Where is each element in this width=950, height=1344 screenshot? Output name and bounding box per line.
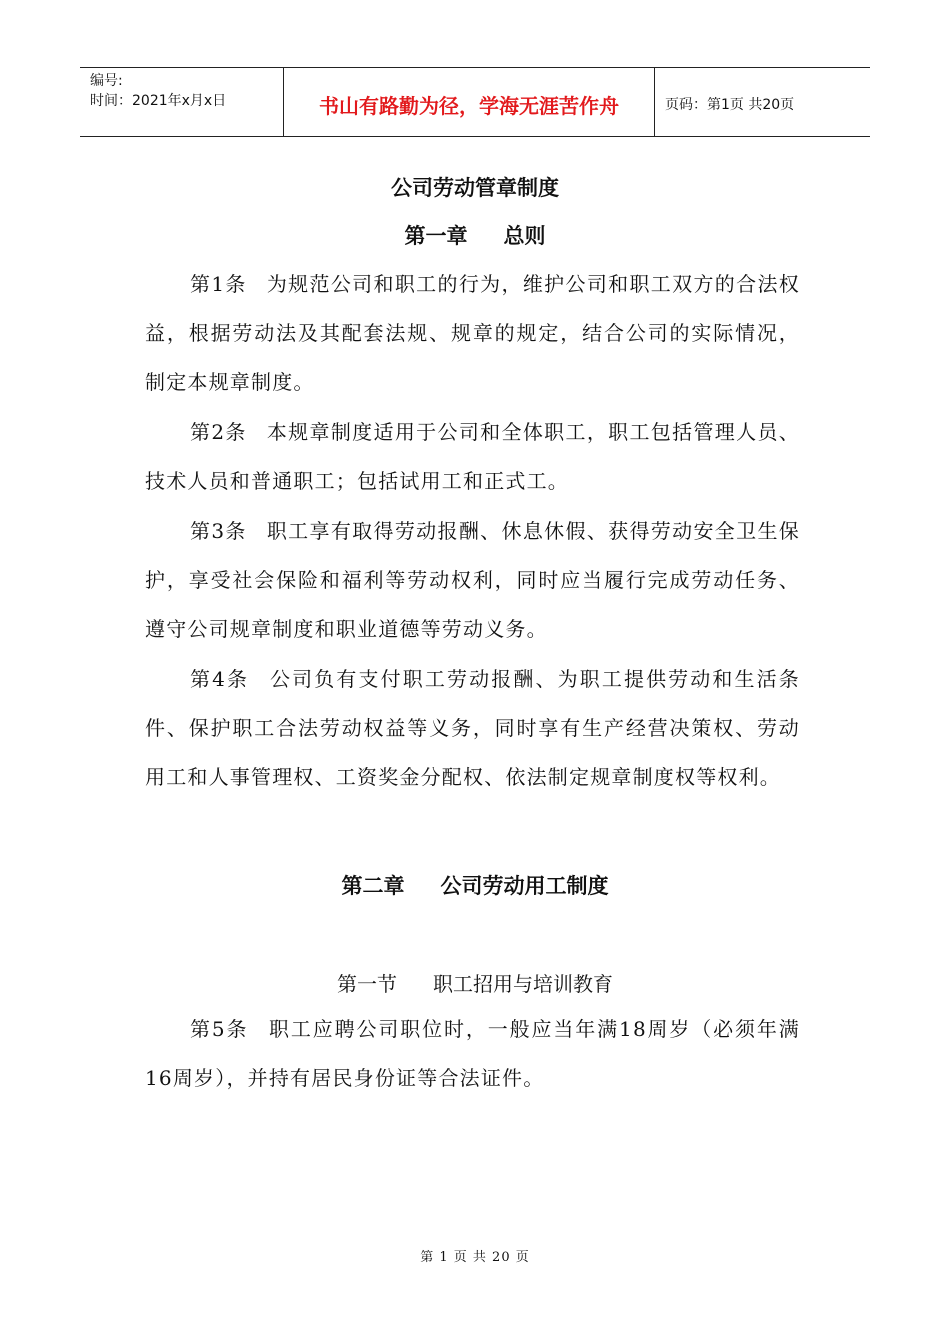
article-1-text: 为规范公司和职工的行为，维护公司和职工双方的合法权益，根据劳动法及其配套法规、规章的规定，结合公司的实际情况，制定本规章制度。 [145, 272, 800, 394]
article-2-number: 第2条 [190, 420, 247, 444]
chapter-1-heading [0, 220, 950, 250]
chapter-2-number: 第二章 [341, 874, 405, 898]
page-footer: 第 1 页 共 20 页 [420, 1250, 530, 1265]
section-1-name: 职工招用与培训教育 [433, 972, 613, 996]
article-1-number: 第1条 [190, 272, 247, 296]
section-1-heading [0, 968, 950, 997]
page-header [80, 67, 870, 137]
header-motto: 书山有路勤为径，学海无涯苦作舟 [283, 68, 655, 136]
article-4 [145, 655, 800, 802]
article-2 [145, 408, 800, 506]
document-title: 公司劳动管章制度 [391, 176, 559, 200]
article-4-text: 公司负有支付职工劳动报酬、为职工提供劳动和生活条件、保护职工合法劳动权益等义务，同时享有生产经营决策权、劳动用工和人事管理权、工资奖金分配权、依法制定规章制度权等权利。 [145, 667, 800, 789]
section-1-number: 第一节 [337, 972, 397, 996]
article-1 [145, 260, 800, 407]
header-meta [80, 68, 283, 136]
number-label: 编号: [90, 73, 123, 89]
time-label: 时间：2021年x月x日 [90, 93, 227, 109]
header-page-info: 页码：第1页 共20页 [665, 97, 795, 113]
chapter-2-name: 公司劳动用工制度 [440, 874, 609, 898]
article-2-text: 本规章制度适用于公司和全体职工，职工包括管理人员、技术人员和普通职工；包括试用工和正式工。 [145, 420, 800, 493]
article-3 [145, 507, 800, 654]
article-3-text: 职工享有取得劳动报酬、休息休假、获得劳动安全卫生保护，享受社会保险和福利等劳动权利，同时应当履行完成劳动任务、遵守公司规章制度和职业道德等劳动义务。 [145, 519, 800, 641]
article-5 [145, 1005, 800, 1103]
chapter-1-number: 第一章 [404, 224, 468, 248]
article-5-number: 第5条 [190, 1017, 249, 1041]
chapter-1-name: 总则 [503, 224, 546, 248]
article-4-number: 第4条 [190, 667, 250, 691]
article-3-number: 第3条 [190, 519, 247, 543]
article-5-text: 职工应聘公司职位时，一般应当年满18周岁（必须年满16周岁），并持有居民身份证等合法证件。 [145, 1017, 801, 1090]
chapter-2-heading [0, 870, 950, 900]
